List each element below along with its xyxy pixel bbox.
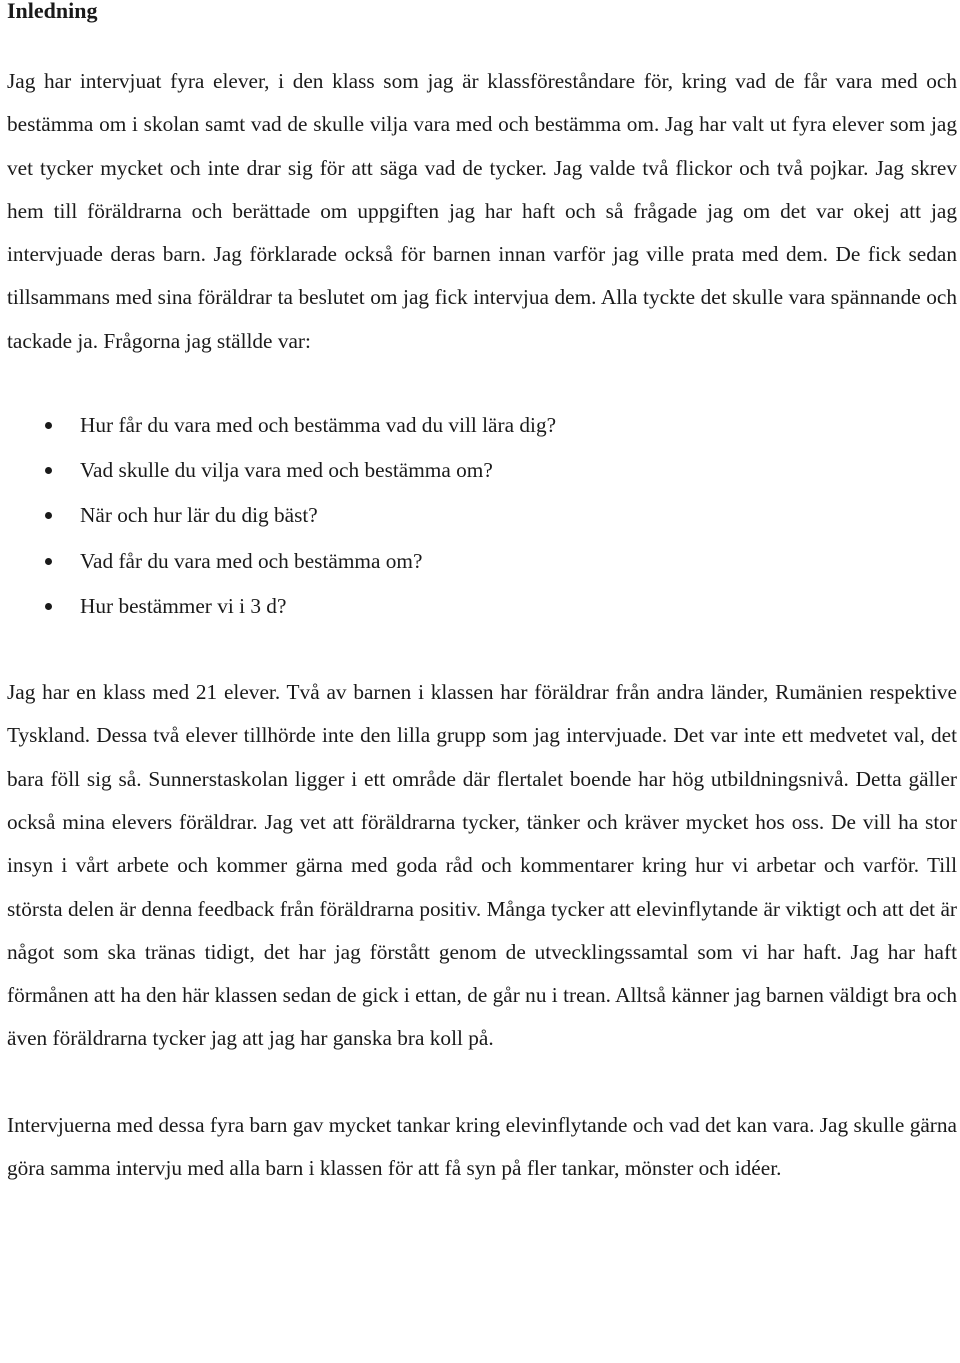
- question-item: [7, 403, 957, 448]
- question-list: [7, 403, 957, 629]
- question-text: Hur bestämmer vi i 3 d?: [80, 593, 287, 618]
- question-item: [7, 584, 957, 629]
- question-text: När och hur lär du dig bäst?: [80, 503, 318, 528]
- question-text: Hur får du vara med och bestämma vad du vill lära dig?: [80, 413, 557, 438]
- class-description-paragraph: Jag har en klass med 21 elever. Två av barnen i klassen har föräldrar från andra länder, Rumänien respektive Tyskland. Dessa två elever tillhörde inte den lilla grupp som jag intervjuade. Det var inte ett medvetet val, det bara föll sig så. Sunnerstaskolan ligger i ett område där flertalet boende har hög utbildningsnivå. Detta gäller också mina elevers föräldrar. Jag vet att föräldrarna tycker, tänker och kräver mycket hos oss. De vill ha stor insyn i vårt arbete och kommer gärna med goda råd och kommentarer kring hur vi arbetar och varför. Till största delen är denna feedback från föräldrarna positiv. Många tycker att elevinflytande är viktigt och att det är något som ska tränas tidigt, det har jag förstått genom de utvecklingssamtal som vi har haft. Jag har haft förmånen att ha den här klassen sedan de gick i ettan, de går nu i trean. Alltså känner jag barnen väldigt bra och även föräldrarna tycker jag att jag har ganska bra koll på.: [7, 680, 957, 1051]
- question-item: [7, 539, 957, 584]
- bullet-icon: [45, 558, 52, 565]
- question-item: [7, 493, 957, 538]
- question-text: Vad får du vara med och bestämma om?: [80, 548, 423, 573]
- bullet-icon: [45, 467, 52, 474]
- question-text: Vad skulle du vilja vara med och bestämma om?: [80, 458, 493, 483]
- bullet-icon: [45, 603, 52, 610]
- question-item: [7, 448, 957, 493]
- section-heading: Inledning: [7, 0, 98, 23]
- bullet-icon: [45, 422, 52, 429]
- document-page: [7, 0, 957, 1190]
- intro-paragraph: Jag har intervjuat fyra elever, i den klass som jag är klassföreståndare för, kring vad de får vara med och bestämma om i skolan samt vad de skulle vilja vara med och bestämma om. Jag har valt ut fyra elever som jag vet tycker mycket och inte drar sig för att säga vad de tycker. Jag valde två flickor och två pojkar. Jag skrev hem till föräldrarna och berättade om uppgiften jag har haft och så frågade jag om det var okej att jag intervjuade deras barn. Jag förklarade också för barnen innan varför jag ville prata med dem. De fick sedan tillsammans med sina föräldrar ta beslutet om jag fick intervjua dem. Alla tyckte det skulle vara spännande och tackade ja. Frågorna jag ställde var:: [7, 69, 957, 353]
- bullet-icon: [45, 512, 52, 519]
- conclusion-paragraph: Intervjuerna med dessa fyra barn gav mycket tankar kring elevinflytande och vad det kan vara. Jag skulle gärna göra samma intervju med alla barn i klassen för att få syn på fler tankar, mönster och idéer.: [7, 1112, 957, 1181]
